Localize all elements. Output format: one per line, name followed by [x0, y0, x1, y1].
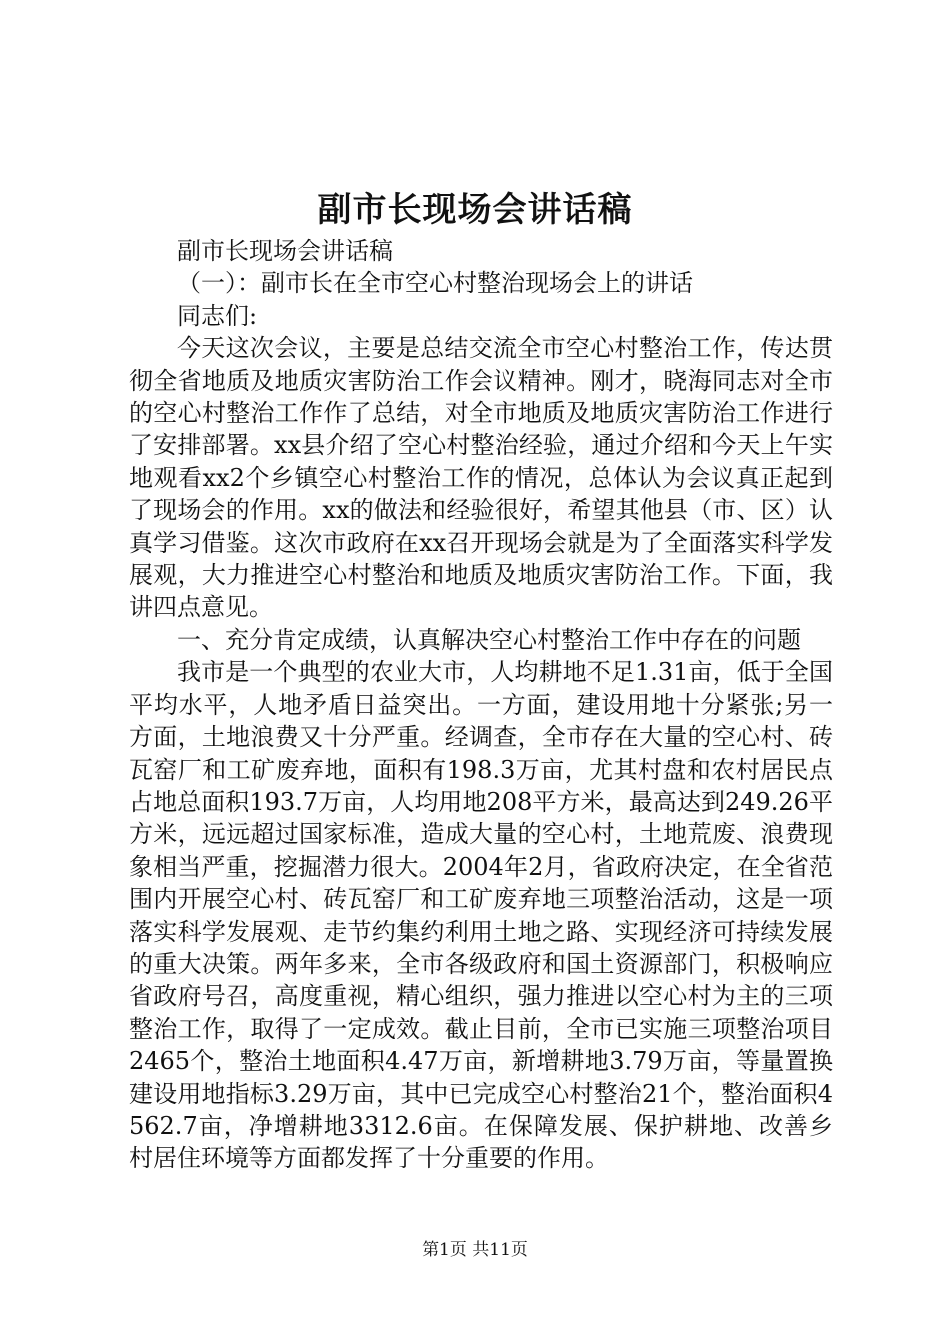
document-body [129, 235, 833, 1175]
page-number: 第1页 共11页 [422, 1240, 528, 1260]
body-paragraph: 今天这次会议，主要是总结交流全市空心村整治工作，传达贯彻全省地质及地质灾害防治工作会议精神。刚才，晓海同志对全市的空心村整治工作作了总结，对全市地质及地质灾害防治工作进行了安排部署。xx县介绍了空心村整治经验，通过介绍和今天上午实地观看xx2个乡镇空心村整治工作的情况，总体认为会议真正起到了现场会的作用。xx的做法和经验很好，希望其他县（市、区）认真学习借鉴。这次市政府在xx召开现场会就是为了全面落实科学发展观，大力推进空心村整治和地质及地质灾害防治工作。下面，我讲四点意见。 [129, 334, 833, 622]
document-title: 副市长现场会讲话稿 [317, 190, 633, 230]
body-paragraph: 我市是一个典型的农业大市，人均耕地不足1.31亩，低于全国平均水平，人地矛盾日益突出。一方面，建设用地十分紧张;另一方面，土地浪费又十分严重。经调查，全市存在大量的空心村、砖瓦窑厂和工矿废弃地，面积有198.3万亩，尤其村盘和农村居民点占地总面积193.7万亩，人均用地208平方米，最高达到249.26平方米，远远超过国家标准，造成大量的空心村，土地荒废、浪费现象相当严重，挖掘潜力很大。2004年2月，省政府决定，在全省范围内开展空心村、砖瓦窑厂和工矿废弃地三项整治活动，这是一项落实科学发展观、走节约集约利用土地之路、实现经济可持续发展的重大决策。两年多来，全市各级政府和国土资源部门，积极响应省政府号召，高度重视，精心组织，强力推进以空心村为主的三项整治工作，取得了一定成效。截止目前，全市已实施三项整治项目2465个，整治土地面积4.47万亩，新增耕地3.79万亩，等量置换建设用地指标3.29万亩，其中已完成空心村整治21个，整治面积4562.7亩，净增耕地3312.6亩。在保障发展、保护耕地、改善乡村居住环境等方面都发挥了十分重要的作用。 [129, 658, 833, 1173]
subtitle-paragraph: 副市长现场会讲话稿 [177, 237, 393, 265]
point-heading: 一、充分肯定成绩，认真解决空心村整治工作中存在的问题 [177, 625, 801, 654]
salutation: 同志们: [177, 301, 258, 330]
section-heading: （一）：副市长在全市空心村整治现场会上的讲话 [177, 269, 693, 298]
